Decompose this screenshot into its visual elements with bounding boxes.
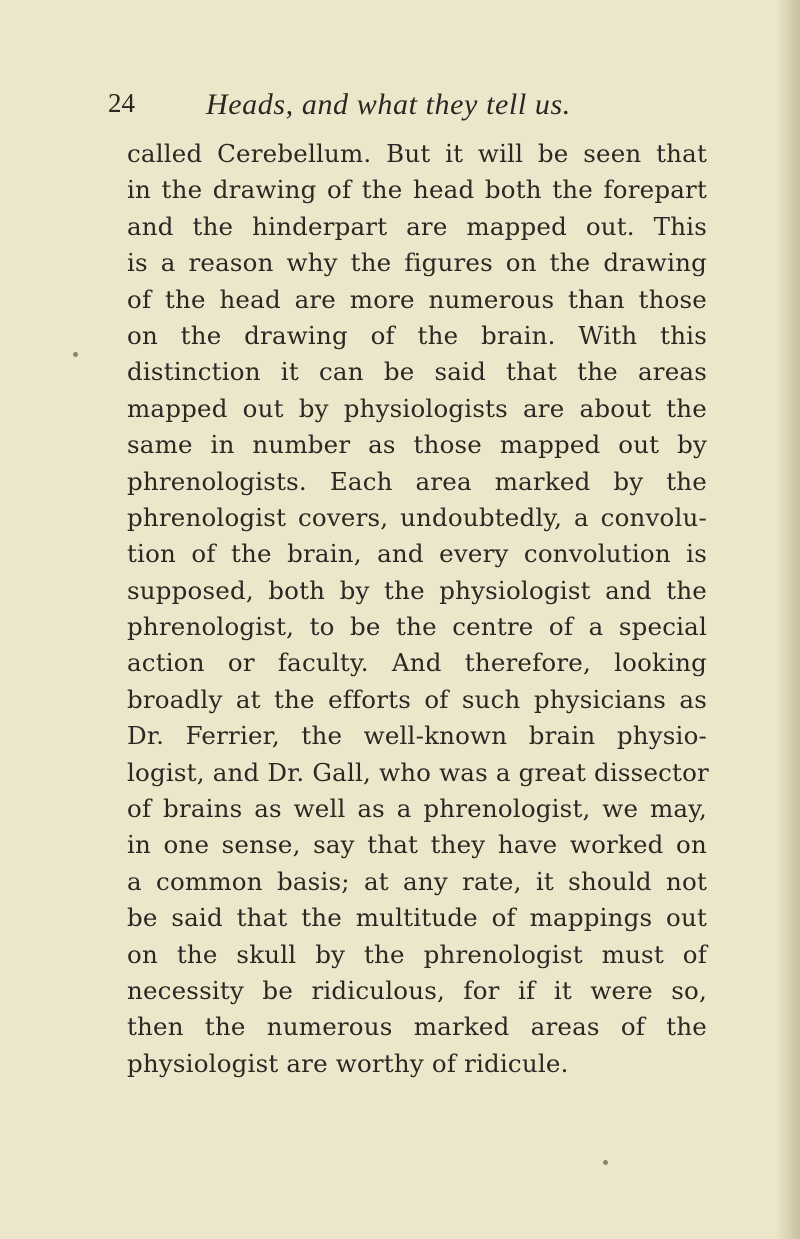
text-line: on the skull by the phrenologist must of: [127, 939, 707, 969]
text-line: called Cerebellum. But it will be seen that: [127, 139, 707, 168]
paper-speck: [603, 1160, 608, 1165]
page-edge-shadow: [776, 0, 800, 1239]
paper-speck: [73, 352, 78, 357]
text-line: and the hinderpart are mapped out. This: [127, 211, 707, 241]
text-line: of brains as well as a phrenologist, we may,: [127, 794, 707, 824]
body-text: [127, 136, 707, 1082]
text-line: action or faculty. And therefore, looking: [127, 648, 707, 678]
text-line: broadly at the efforts of such physicians as: [127, 684, 707, 714]
page-header: [108, 88, 708, 128]
text-line: tion of the brain, and every convolution is: [127, 539, 707, 569]
text-line: mapped out by physiologists are about the: [127, 393, 707, 423]
text-line: then the numerous marked areas of the: [127, 1012, 707, 1042]
text-line: phrenologist covers, undoubtedly, a convolu-: [127, 502, 707, 532]
text-line: is a reason why the figures on the drawing: [127, 248, 707, 278]
text-line: on the drawing of the brain. With this: [127, 320, 707, 350]
text-line: in one sense, say that they have worked on: [127, 830, 707, 860]
text-line: in the drawing of the head both the forepart: [127, 175, 707, 205]
text-line: of the head are more numerous than those: [127, 284, 707, 314]
text-line: necessity be ridiculous, for if it were so,: [127, 975, 707, 1005]
text-line: distinction it can be said that the areas: [127, 357, 707, 387]
page-number: 24: [108, 88, 135, 118]
text-line: be said that the multitude of mappings out: [127, 903, 707, 933]
running-title: Heads, and what they tell us.: [206, 88, 571, 121]
text-line: a common basis; at any rate, it should not: [127, 866, 707, 896]
text-line: same in number as those mapped out by: [127, 430, 707, 460]
text-line: Dr. Ferrier, the well-known brain physio-: [127, 721, 707, 751]
text-line: supposed, both by the physiologist and the: [127, 575, 707, 605]
text-line: physiologist are worthy of ridicule.: [127, 1048, 569, 1078]
text-line: phrenologist, to be the centre of a special: [127, 612, 707, 642]
text-line: phrenologists. Each area marked by the: [127, 466, 707, 496]
text-line: logist, and Dr. Gall, who was a great dissector: [127, 757, 709, 787]
